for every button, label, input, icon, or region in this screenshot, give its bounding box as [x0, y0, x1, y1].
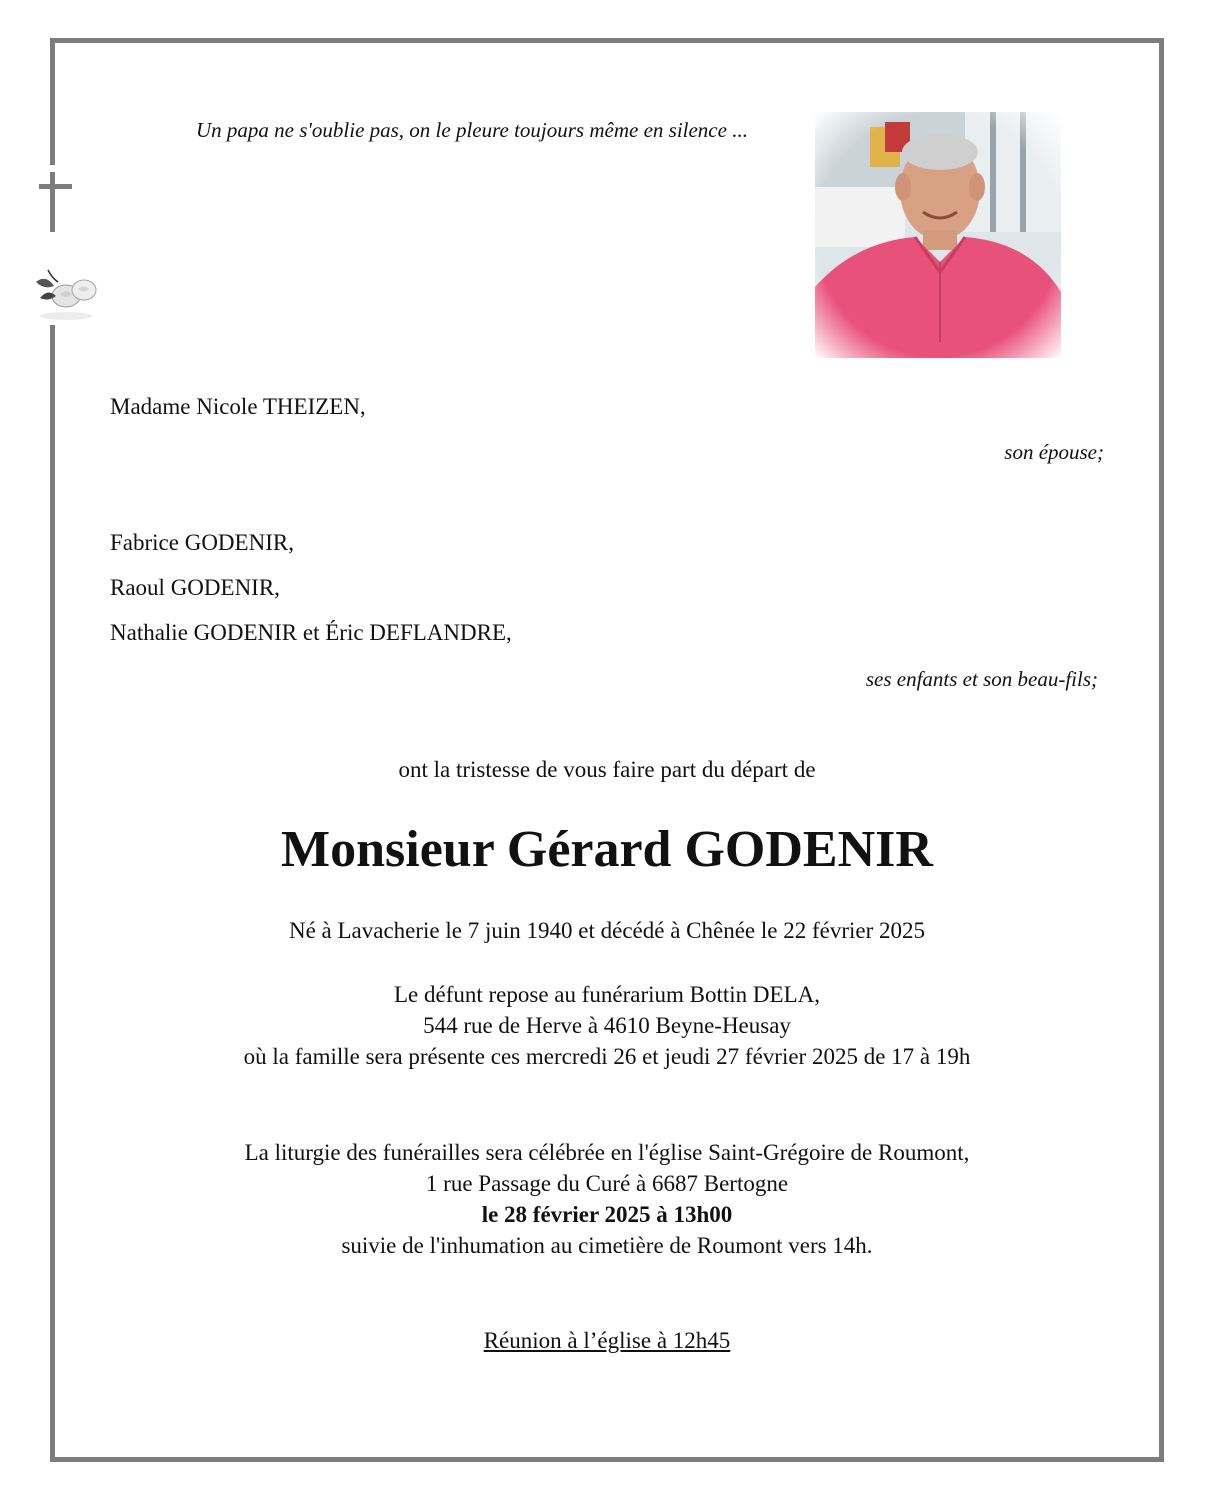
spouse-relation: son épouse; — [1004, 440, 1104, 464]
portrait-photo — [815, 112, 1061, 358]
roses-icon — [26, 262, 106, 322]
announcement-text: ont la tristesse de vous faire part du départ de — [398, 757, 816, 782]
deceased-name: Monsieur Gérard GODENIR — [281, 821, 933, 878]
meeting-info — [0, 1328, 1214, 1354]
epigraph-quote: Un papa ne s'oublie pas, on le pleure toujours même en silence ... — [196, 118, 748, 142]
funerarium-address: 544 rue de Herve à 4610 Beyne-Heusay — [423, 1013, 791, 1038]
child-name: Nathalie GODENIR et Éric DEFLANDRE, — [110, 620, 512, 645]
spouse-name: Madame Nicole THEIZEN, — [110, 394, 366, 419]
child-name: Fabrice GODENIR, — [110, 530, 294, 555]
children-relation: ses enfants et son beau-fils; — [865, 667, 1098, 691]
child-name: Raoul GODENIR, — [110, 575, 280, 600]
liturgy-church: La liturgie des funérailles sera célébrée en l'église Saint-Grégoire de Roumont, — [244, 1140, 970, 1165]
burial-info: suivie de l'inhumation au cimetière de Roumont vers 14h. — [341, 1233, 873, 1258]
funerarium-line: Le défunt repose au funérarium Bottin DELA, — [393, 982, 820, 1007]
liturgy-address: 1 rue Passage du Curé à 6687 Bertogne — [425, 1171, 789, 1196]
meeting-text: Réunion à l’église à 12h45 — [483, 1328, 731, 1353]
birth-death-dates: Né à Lavacherie le 7 juin 1940 et décédé à Chênée le 22 février 2025 — [288, 918, 926, 943]
visitation-hours: où la famille sera présente ces mercredi 26 et jeudi 27 février 2025 de 17 à 19h — [243, 1044, 971, 1069]
funeral-date: le 28 février 2025 à 13h00 — [481, 1202, 733, 1227]
